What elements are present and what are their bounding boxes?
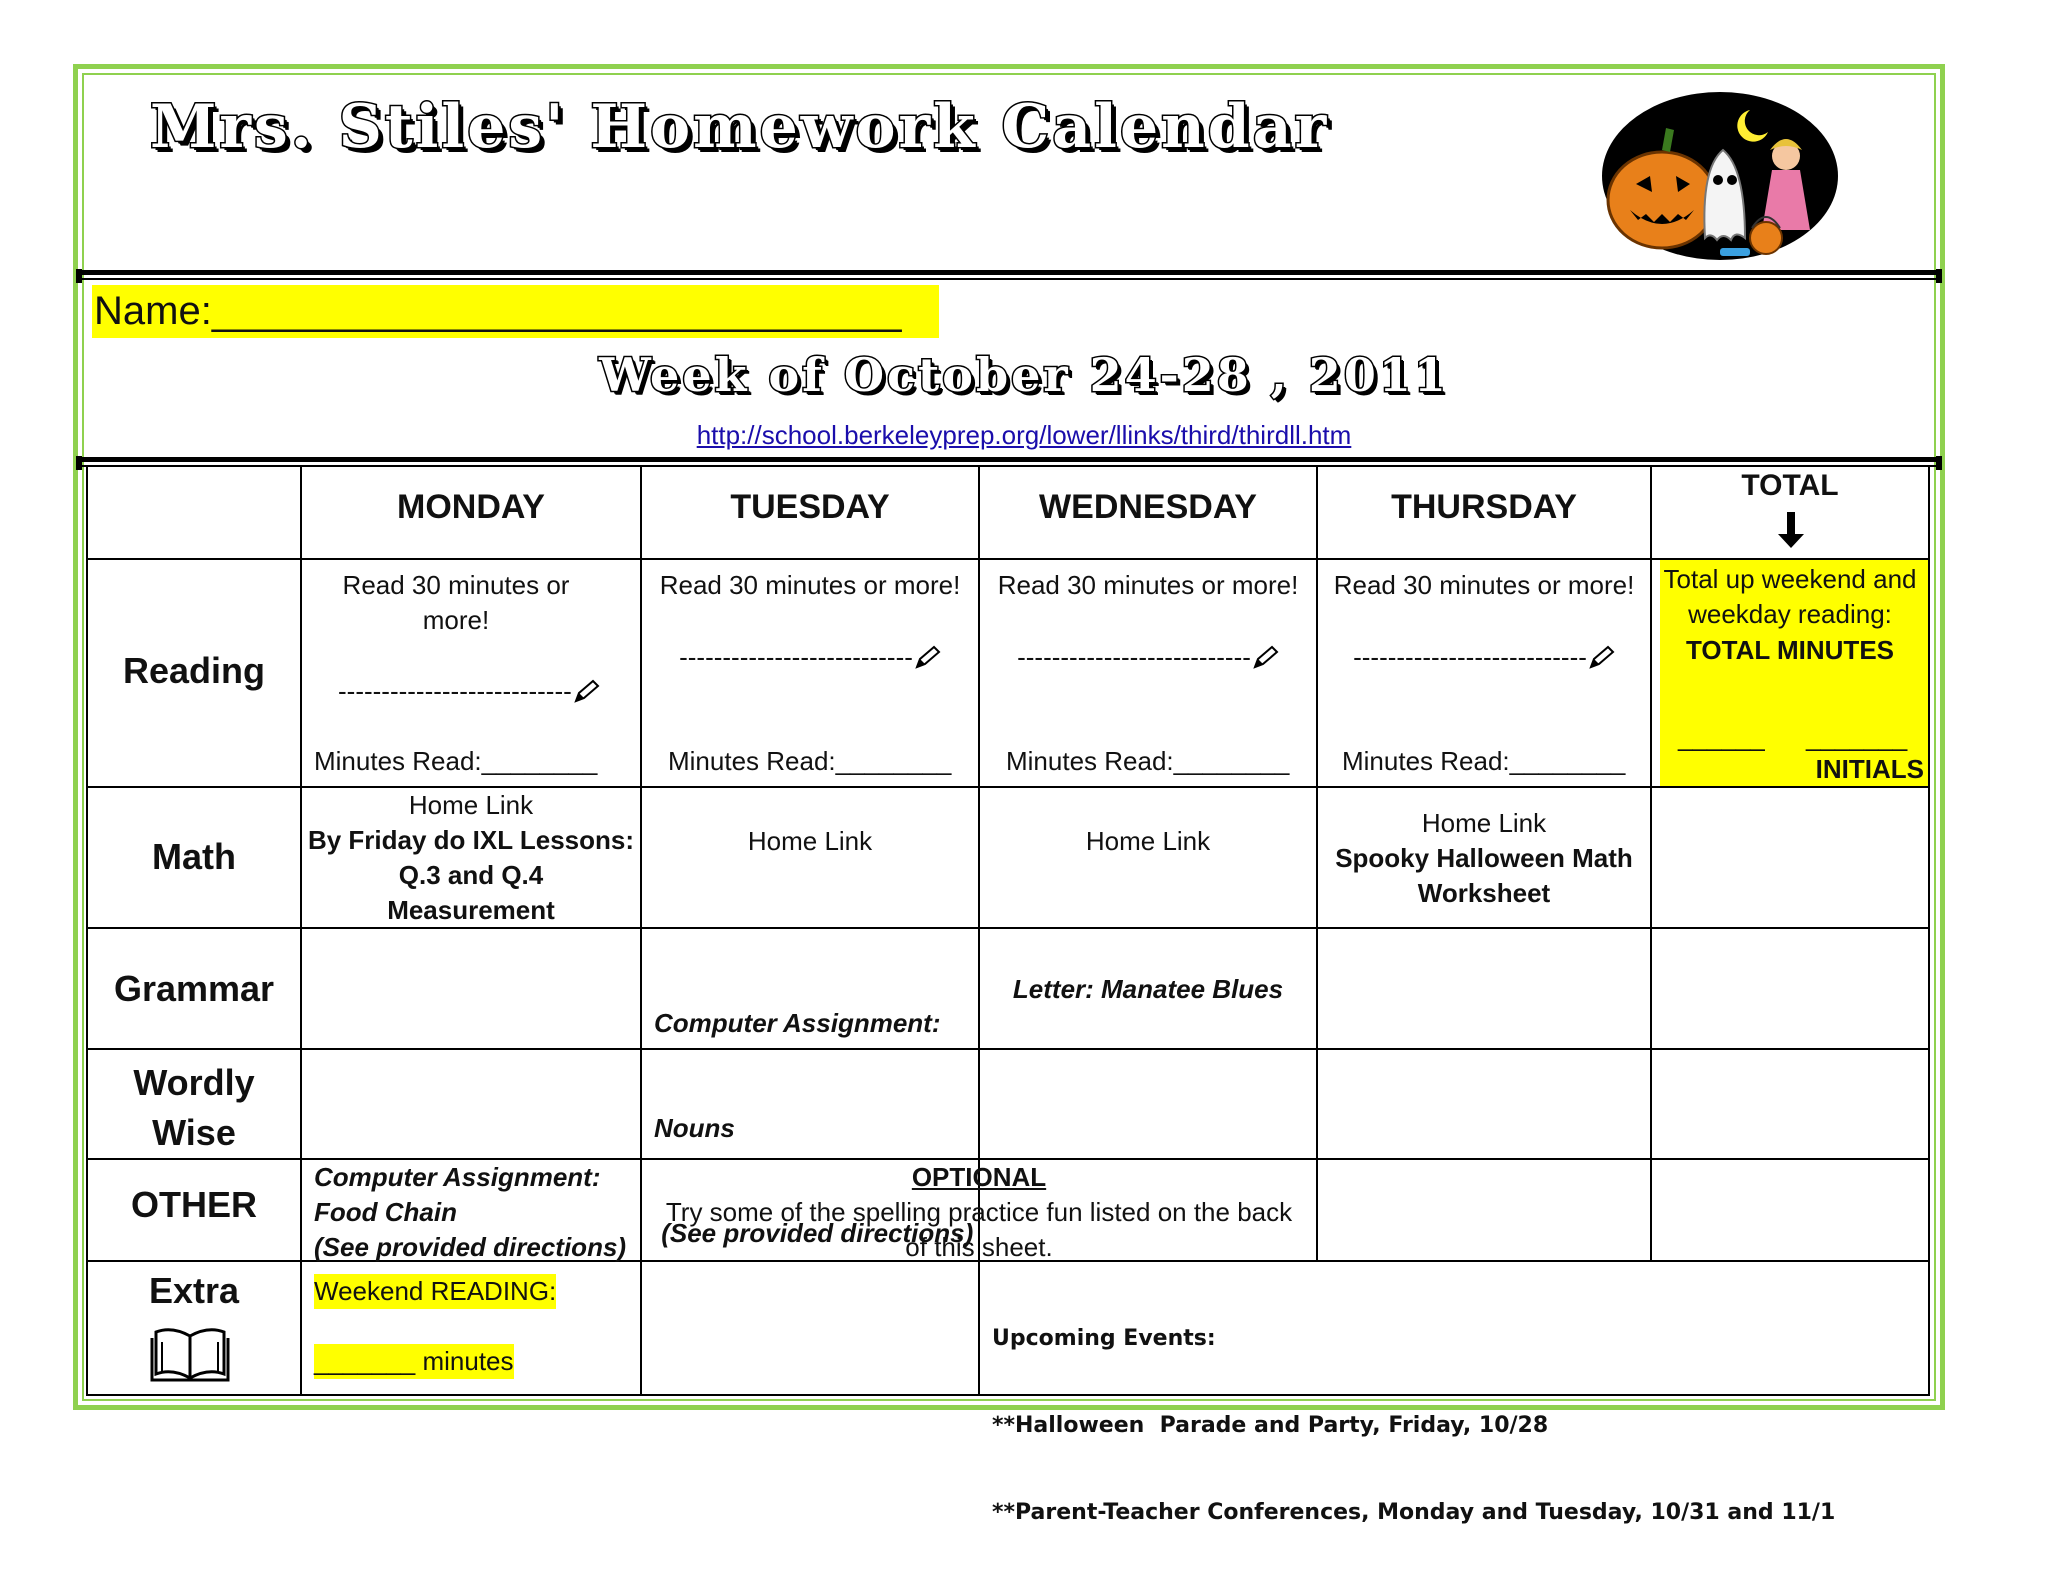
- row-wordly-wise: [88, 1058, 300, 1158]
- reading-thursday-text: Read 30 minutes or more!: [1333, 570, 1635, 600]
- reading-tuesday-minutes[interactable]: Minutes Read:________: [668, 746, 952, 776]
- math-monday-line4: Measurement: [387, 895, 555, 925]
- total-line2: weekday reading:: [1688, 599, 1892, 629]
- reading-monday-minutes[interactable]: Minutes Read:________: [314, 746, 598, 776]
- optional-title: OPTIONAL: [911, 1162, 1047, 1192]
- page-title: Mrs. Stiles' Homework Calendar: [150, 92, 1330, 162]
- events-title: Upcoming Events:: [992, 1326, 1216, 1351]
- weekend-reading-label: Weekend READING:: [314, 1274, 556, 1309]
- header-total: TOTAL: [1741, 469, 1839, 502]
- header-tuesday: TUESDAY: [730, 488, 890, 526]
- pencil-icon: [572, 679, 600, 707]
- initials-blank[interactable]: _______: [1806, 722, 1908, 752]
- homework-table: [86, 466, 1930, 1525]
- optional-line1: Try some of the spelling practice fun listed on the back: [665, 1197, 1293, 1227]
- header-monday: MONDAY: [397, 488, 545, 526]
- math-tuesday: Home Link: [747, 826, 873, 856]
- grammar-tuesday-line3: (See provided directions): [654, 1218, 974, 1248]
- math-thursday-line2: Spooky Halloween Math: [1335, 843, 1633, 873]
- math-wednesday: Home Link: [1085, 826, 1211, 856]
- weekend-minutes-field[interactable]: [314, 1344, 514, 1379]
- row-other: OTHER: [131, 1184, 257, 1225]
- grammar-tuesday-line1: Computer Assignment:: [654, 1008, 941, 1038]
- extra-minutes[interactable]: [314, 1344, 634, 1379]
- initials-label: INITIALS: [1815, 754, 1924, 784]
- row-extra: Extra: [148, 1270, 240, 1311]
- reading-wednesday-text: Read 30 minutes or more!: [997, 570, 1299, 600]
- math-monday: [302, 788, 640, 928]
- reading-tuesday-line: [642, 640, 978, 675]
- book-icon: [150, 1326, 230, 1382]
- row-wordly-wise-line2: Wise: [152, 1112, 236, 1153]
- math-thursday-line3: Worksheet: [1417, 878, 1551, 908]
- dash-line: ---------------------------: [1353, 642, 1587, 672]
- resource-link[interactable]: http://school.berkeleyprep.org/lower/llinks/third/thirdll.htm: [696, 420, 1352, 450]
- row-math: Math: [152, 836, 236, 877]
- event-2: **Parent-Teacher Conferences, Monday and Tuesday, 10/31 and 11/1: [992, 1500, 1836, 1525]
- reading-thursday-minutes[interactable]: Minutes Read:________: [1342, 746, 1626, 776]
- dash-line: ---------------------------: [1017, 642, 1251, 672]
- pencil-icon: [1251, 645, 1279, 673]
- upcoming-events: [992, 1266, 1922, 1585]
- pencil-icon: [1587, 645, 1615, 673]
- halloween-clipart: [1600, 88, 1840, 268]
- other-monday: [314, 1160, 634, 1265]
- grammar-tuesday-line2: Nouns: [654, 1113, 735, 1143]
- total-line1: Total up weekend and: [1663, 564, 1917, 594]
- other-optional: [642, 1160, 1316, 1265]
- weekend-minutes-blank[interactable]: _______: [314, 1346, 416, 1376]
- header-divider: [76, 270, 1942, 282]
- optional-line2: of this sheet.: [905, 1232, 1053, 1262]
- math-monday-line3: Q.3 and Q.4: [398, 860, 544, 890]
- total-minutes-label: TOTAL MINUTES: [1686, 635, 1894, 665]
- other-monday-line2: Food Chain: [314, 1197, 457, 1227]
- name-field[interactable]: Name:_______________________________: [92, 285, 939, 338]
- total-minutes-blank[interactable]: ______: [1678, 722, 1765, 752]
- row-grammar: Grammar: [113, 968, 275, 1009]
- reading-tuesday-text: Read 30 minutes or more!: [659, 570, 961, 600]
- math-thursday: [1318, 806, 1650, 911]
- weekend-minutes-label: minutes: [415, 1346, 514, 1376]
- pencil-icon: [913, 645, 941, 673]
- dash-line: ---------------------------: [338, 676, 572, 706]
- math-thursday-line1: Home Link: [1421, 808, 1547, 838]
- reading-monday-text: Read 30 minutes or more!: [342, 570, 570, 635]
- math-monday-line1: Home Link: [408, 790, 534, 820]
- math-monday-line2: By Friday do IXL Lessons:: [307, 825, 635, 855]
- reading-thursday-line: [1318, 640, 1650, 675]
- extra-weekend: [314, 1274, 634, 1309]
- reading-monday-line: [338, 674, 638, 709]
- header-wednesday: WEDNESDAY: [1039, 488, 1257, 526]
- reading-wednesday-line: [980, 640, 1316, 675]
- arrow-down-icon: [1775, 510, 1807, 550]
- week-title: Week of October 24-28 , 2011: [599, 348, 1449, 402]
- row-wordly-wise-line1: Wordly: [133, 1062, 255, 1103]
- dash-line: ---------------------------: [679, 642, 913, 672]
- other-monday-line1: Computer Assignment:: [314, 1162, 601, 1192]
- reading-wednesday-minutes[interactable]: Minutes Read:________: [1006, 746, 1290, 776]
- other-monday-line3: (See provided directions): [314, 1232, 627, 1262]
- row-reading: Reading: [122, 650, 265, 691]
- grammar-wednesday: Letter: Manatee Blues: [1012, 974, 1284, 1004]
- event-1: **Halloween Parade and Party, Friday, 10/28: [992, 1413, 1549, 1438]
- header-thursday: THURSDAY: [1391, 488, 1577, 526]
